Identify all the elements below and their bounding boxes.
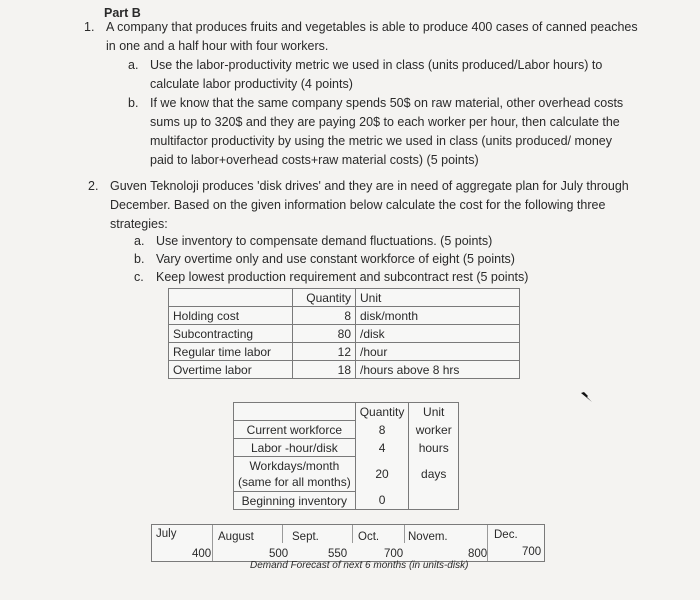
table-row (234, 421, 459, 439)
sub-item-label: b. (128, 96, 139, 110)
month-label: Sept. (292, 531, 319, 543)
month-label: Dec. (494, 529, 518, 541)
row-unit: days (421, 467, 447, 481)
column-divider (352, 525, 353, 543)
sub-item-text: multifactor productivity by using the metric we used in class (units produced/ money (150, 134, 613, 148)
row-quantity: 8 (293, 307, 356, 325)
column-divider (404, 525, 405, 543)
row-quantity: 12 (293, 343, 356, 361)
sub-item-text: If we know that the same company spends 50$ on raw material, other overhead costs (150, 96, 624, 110)
question-text-line: in one and a half hour with four workers. (106, 39, 329, 53)
table-row (234, 439, 459, 457)
row-label (234, 457, 356, 492)
row-unit: /hours above 8 hrs (356, 361, 520, 379)
row-quantity: 4 (355, 439, 409, 457)
sub-item-label: c. (134, 270, 144, 284)
row-unit: hours (418, 440, 449, 455)
sub-item-text: Keep lowest production requirement and subcontract rest (5 points) (156, 270, 529, 284)
row-quantity: 0 (355, 492, 409, 510)
question-number: 2. (88, 179, 99, 193)
table-row (169, 307, 520, 325)
column-header-quantity: Quantity (293, 289, 356, 307)
question-text-line: strategies: (110, 217, 168, 231)
demand-value: 400 (192, 548, 212, 560)
table-header-row (234, 403, 459, 421)
month-label: Oct. (358, 531, 380, 543)
question-text-line: December. Based on the given information below calculate the cost for the following three (110, 198, 606, 212)
month-label: Novem. (408, 531, 448, 543)
row-unit: worker (415, 422, 452, 437)
row-quantity: 20 (355, 457, 409, 492)
column-divider (212, 525, 213, 561)
row-quantity: 80 (293, 325, 356, 343)
sub-item-label: a. (134, 234, 145, 248)
month-label: July (156, 528, 177, 540)
sub-item-text: Use inventory to compensate demand fluctuations. (5 points) (156, 234, 493, 248)
row-label: Subcontracting (169, 325, 293, 343)
row-label: Holding cost (169, 307, 293, 325)
row-quantity: 8 (355, 421, 409, 439)
demand-value: 550 (328, 548, 348, 560)
month-label: August (218, 531, 254, 543)
cost-table (168, 288, 520, 379)
table-row (169, 325, 520, 343)
column-divider (282, 525, 283, 543)
demand-value: 700 (522, 546, 542, 558)
sub-item-text: calculate labor productivity (4 points) (150, 77, 353, 91)
row-label: Current workforce (234, 421, 356, 439)
row-label: Overtime labor (169, 361, 293, 379)
question-text-line: A company that produces fruits and vegetables is able to produce 400 cases of canned peaches (106, 20, 638, 34)
table-row (234, 492, 459, 510)
mouse-cursor-icon (578, 388, 594, 404)
column-header-unit: Unit (356, 289, 520, 307)
row-quantity: 18 (293, 361, 356, 379)
row-unit (409, 492, 459, 510)
demand-value: 700 (384, 548, 404, 560)
sub-item-text: Vary overtime only and use constant workforce of eight (5 points) (156, 252, 515, 266)
column-header-quantity: Quantity (355, 403, 409, 421)
sub-item-text: Use the labor-productivity metric we used in class (units produced/Labor hours) to (150, 58, 603, 72)
row-unit: /disk (356, 325, 520, 343)
demand-caption: Demand Forecast of next 6 months (in units-disk) (250, 560, 469, 571)
row-label: Regular time labor (169, 343, 293, 361)
row-label-line: (same for all months) (238, 475, 351, 489)
sub-item-text: paid to labor+overhead costs+raw material costs) (5 points) (150, 153, 479, 167)
table-row (169, 361, 520, 379)
sub-item-text: sums up to 320$ and they are paying 20$ to each worker per hour, then calculate the (150, 115, 620, 129)
table-row (169, 343, 520, 361)
sub-item-label: b. (134, 252, 145, 266)
part-title: Part B (104, 6, 141, 20)
column-header-unit: Unit (423, 404, 445, 419)
table-row (234, 457, 459, 492)
row-unit: disk/month (360, 308, 419, 323)
demand-value: 500 (269, 548, 289, 560)
workforce-table (233, 402, 459, 510)
demand-forecast-table (151, 524, 545, 562)
demand-value: 800 (468, 548, 488, 560)
row-unit: /hour (356, 343, 520, 361)
row-label: Labor -hour/disk (234, 439, 356, 457)
row-label: Beginning inventory (234, 492, 356, 510)
row-label-line: Workdays/month (249, 459, 340, 473)
table-header-row (169, 289, 520, 307)
sub-item-label: a. (128, 58, 139, 72)
question-text-line: Guven Teknoloji produces 'disk drives' and they are in need of aggregate plan for July through (110, 179, 629, 193)
question-number: 1. (84, 20, 95, 34)
